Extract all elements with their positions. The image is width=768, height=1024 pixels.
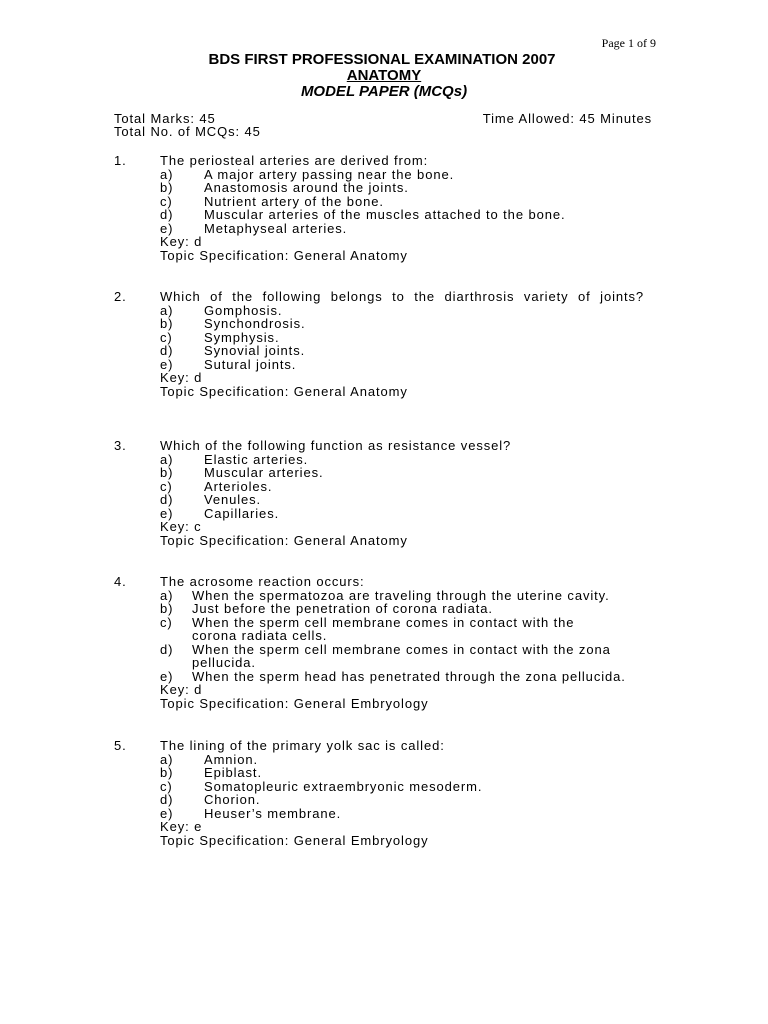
total-marks: Total Marks: 45	[114, 111, 216, 126]
option-letter: a)	[160, 751, 174, 767]
answer-key: Key: d	[160, 682, 203, 697]
exam-title: BDS FIRST PROFESSIONAL EXAMINATION 2007	[208, 51, 556, 68]
option-letter: a)	[160, 451, 174, 467]
option-text: Just before the penetration of corona radiata.	[192, 601, 493, 616]
paper-title: MODEL PAPER (MCQs)	[300, 83, 468, 100]
answer-key: Key: c	[160, 519, 202, 534]
exam-meta	[114, 112, 654, 138]
topic-specification: Topic Specification: General Anatomy	[160, 532, 408, 548]
question-text: The periosteal arteries are derived from:	[160, 153, 429, 168]
question-text: Which of the following belongs to the diarthrosis variety of joints?	[160, 289, 645, 304]
option-text: Chorion.	[204, 792, 261, 807]
topic-specification: Topic Specification: General Anatomy	[160, 247, 408, 263]
option-letter: e)	[160, 805, 174, 821]
topic-specification: Topic Specification: General Anatomy	[160, 383, 408, 399]
option-letter: c)	[160, 193, 173, 209]
question-number: 4.	[114, 574, 127, 589]
question-text: Which of the following function as resistance vessel?	[160, 438, 512, 453]
option-text: When the sperm head has penetrated through the zona pellucida.	[192, 668, 626, 684]
option-letter: a)	[160, 587, 174, 603]
option-letter: e)	[160, 505, 174, 521]
question-number: 5.	[114, 738, 127, 753]
answer-key: Key: e	[160, 819, 203, 834]
option-text: A major artery passing near the bone.	[204, 166, 455, 182]
option-text: Synchondrosis.	[204, 316, 306, 331]
question-1	[114, 154, 659, 262]
option-text: Metaphyseal arteries.	[204, 220, 348, 236]
answer-key: Key: d	[160, 234, 203, 249]
option-text: Muscular arteries.	[204, 465, 324, 480]
option-letter: e)	[160, 356, 174, 372]
question-number: 1.	[114, 153, 127, 168]
option-text: Epiblast.	[204, 765, 262, 780]
option-text: Elastic arteries.	[204, 451, 309, 467]
option-text: Symphysis.	[204, 329, 280, 345]
option-text: Gomphosis.	[204, 302, 283, 318]
option-text: When the sperm cell membrane comes in contact with the zona pellucida.	[192, 641, 611, 670]
option-letter: b)	[160, 316, 174, 331]
option-letter: b)	[160, 601, 174, 616]
question-text: The lining of the primary yolk sac is called:	[160, 738, 445, 753]
option-text: Sutural joints.	[204, 356, 297, 372]
topic-specification: Topic Specification: General Embryology	[160, 695, 429, 711]
question-5	[114, 739, 659, 847]
option-text: Muscular arteries of the muscles attached to the bone.	[204, 207, 566, 222]
option-text: Capillaries.	[204, 505, 280, 521]
option-letter: d)	[160, 343, 174, 358]
question-4	[114, 575, 659, 710]
question-text: The acrosome reaction occurs:	[160, 574, 365, 589]
question-3	[114, 439, 659, 547]
question-number: 3.	[114, 438, 127, 453]
option-text: Arterioles.	[204, 478, 273, 494]
option-text: Amnion.	[204, 751, 258, 767]
option-text: Anastomosis around the joints.	[204, 180, 409, 195]
option-letter: c)	[160, 778, 173, 794]
option-letter: b)	[160, 465, 174, 480]
option-letter: a)	[160, 302, 174, 318]
option-letter: b)	[160, 765, 174, 780]
option-text: Somatopleuric extraembryonic mesoderm.	[204, 778, 483, 794]
option-letter: d)	[160, 207, 174, 222]
option-letter: b)	[160, 180, 174, 195]
option-letter: c)	[160, 614, 173, 630]
page-number: Page 1 of 9	[601, 36, 656, 50]
option-text: Heuser’s membrane.	[204, 805, 342, 821]
subject-title: ANATOMY	[346, 67, 422, 84]
option-text: Synovial joints.	[204, 343, 306, 358]
topic-specification: Topic Specification: General Embryology	[160, 832, 429, 848]
option-letter: a)	[160, 166, 174, 182]
time-allowed: Time Allowed: 45 Minutes	[482, 111, 652, 126]
option-letter: e)	[160, 220, 174, 236]
option-text: Nutrient artery of the bone.	[204, 193, 384, 209]
option-letter: d)	[160, 492, 174, 507]
question-2	[114, 290, 659, 398]
option-letter: c)	[160, 329, 173, 345]
option-text: When the sperm cell membrane comes in contact with the corona radiata cells.	[192, 614, 575, 643]
total-mcqs: Total No. of MCQs: 45	[114, 124, 261, 139]
question-number: 2.	[114, 289, 127, 304]
option-text: Venules.	[204, 492, 262, 507]
answer-key: Key: d	[160, 370, 203, 385]
option-letter: d)	[160, 792, 174, 807]
option-letter: d)	[160, 641, 174, 657]
option-letter: c)	[160, 478, 173, 494]
option-letter: e)	[160, 668, 174, 684]
option-text: When the spermatozoa are traveling through the uterine cavity.	[192, 587, 610, 603]
